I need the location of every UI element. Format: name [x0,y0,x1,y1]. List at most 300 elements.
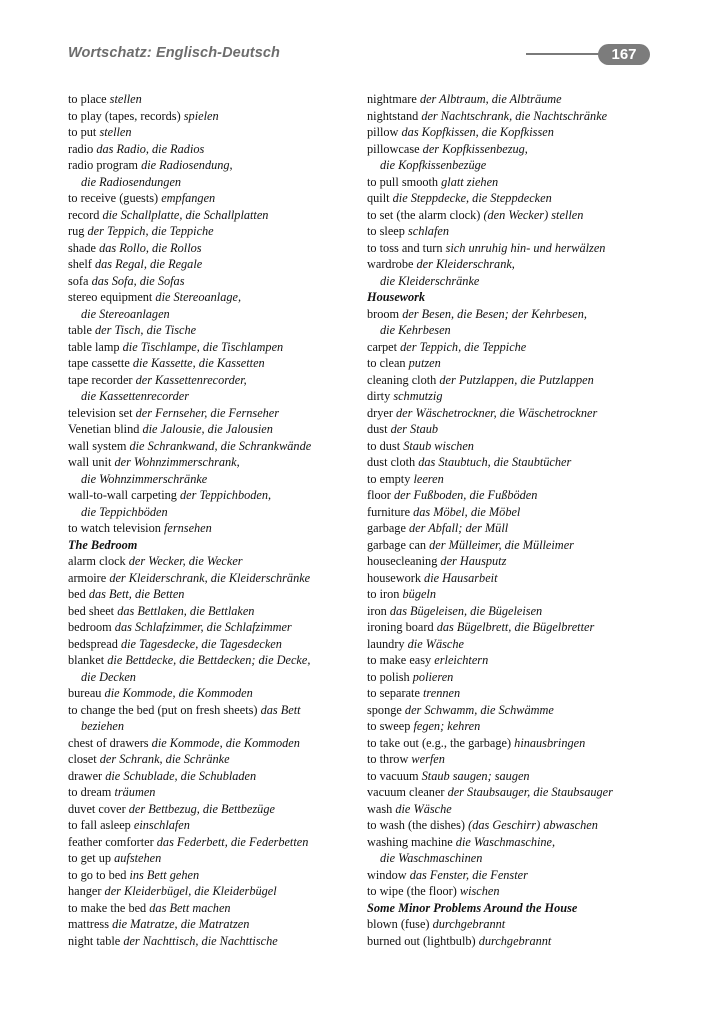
german-translation: die Kopfkissenbezüge [380,158,487,172]
vocabulary-entry [367,339,667,356]
german-translation: Staub saugen; saugen [421,768,530,783]
vocabulary-entry [68,586,358,603]
english-term: iron [367,603,387,618]
vocabulary-entry [68,652,358,669]
german-translation: die Tischlampe, die Tischlampen [122,339,284,354]
vocabulary-entry [367,867,667,884]
english-term: sponge [367,702,402,717]
english-term: to separate [367,686,420,700]
german-translation: die Jalousie, die Jalousien [142,422,273,436]
german-translation: die Radiosendungen [81,174,182,189]
vocabulary-entry [367,652,667,669]
english-term: to dust [367,438,401,453]
vocabulary-entry [68,141,358,158]
english-term: drawer [68,768,103,783]
vocabulary-entry [68,570,358,587]
german-translation: der Tisch, die Tische [94,323,197,337]
vocabulary-entry [367,504,667,521]
vocabulary-entry [367,718,667,735]
german-translation: die Kommode, die Kommoden [151,735,300,750]
vocabulary-entry [68,916,358,933]
english-term: wash [367,801,393,816]
vocabulary-entry [367,916,667,933]
english-term: bedroom [68,620,112,634]
vocabulary-entry [68,240,358,257]
vocabulary-entry [68,487,358,504]
german-translation: der Wohnzimmerschrank, [114,455,240,469]
german-translation: das Radio, die Radios [96,141,205,156]
german-translation: träumen [114,785,156,799]
german-translation: beziehen [81,719,125,733]
german-translation: die Kleiderschränke [380,273,480,288]
vocabulary-entry [367,405,667,422]
vocabulary-entry [367,685,667,702]
vocabulary-entry [68,883,358,900]
vocabulary-entry [68,207,358,224]
german-translation: die Radiosendung, [141,158,233,172]
german-translation: Staub wischen [403,438,474,453]
vocabulary-entry [367,355,667,372]
english-term: laundry [367,636,405,651]
german-translation: der Besen, die Besen; der Kehrbesen, [402,306,587,321]
german-translation: das Bettlaken, die Bettlaken [117,603,255,618]
english-term: to toss and turn [367,240,443,255]
vocabulary-entry [68,768,358,785]
vocabulary-entry [68,735,358,752]
german-translation: der Schrank, die Schränke [99,752,230,766]
english-term: to pull smooth [367,174,439,189]
english-term: to wash (the dishes) [367,818,466,832]
german-translation: stellen [99,125,132,139]
vocabulary-entry [367,669,667,686]
german-translation: empfangen [161,191,216,205]
german-translation: aufstehen [114,851,162,865]
german-translation: trennen [423,686,461,700]
english-term: table lamp [68,339,120,354]
german-translation: werfen [411,752,445,766]
vocabulary-entry [367,438,667,455]
german-translation: das Möbel, die Möbel [413,504,521,519]
german-translation: ins Bett gehen [129,867,200,882]
english-term: to watch television [68,521,161,535]
english-term: to change the bed (put on fresh sheets) [68,702,258,717]
entry-continuation [68,669,358,686]
vocabulary-entry [68,784,358,801]
english-term: feather comforter [68,834,154,849]
german-translation: schlafen [407,224,449,238]
english-term: to receive (guests) [68,191,159,205]
english-term: to play (tapes, records) [68,108,181,123]
english-term: radio [68,141,94,156]
german-translation: die Kehrbesen [380,323,451,337]
vocabulary-entry [68,553,358,570]
german-translation: der Putzlappen, die Putzlappen [439,372,594,387]
german-translation: der Staub [390,422,439,436]
section-heading: The Bedroom [68,537,138,552]
english-term: dryer [367,405,393,420]
english-term: wardrobe [367,257,414,271]
english-term: closet [68,752,97,766]
vocabulary-entry [68,900,358,917]
german-translation: die Matratze, die Matratzen [112,917,250,931]
german-translation: die Teppichböden [81,504,168,519]
english-term: hanger [68,884,102,898]
english-term: washing machine [367,834,453,849]
vocabulary-entry [367,586,667,603]
vocabulary-entry [367,141,667,158]
vocabulary-entry [68,124,358,141]
vocabulary-entry [367,883,667,900]
english-term: to sleep [367,224,405,238]
german-translation: die Tagesdecke, die Tagesdecken [120,636,282,651]
german-translation: putzen [408,356,441,370]
vocabulary-entry [68,438,358,455]
german-translation: das Fenster, die Fenster [409,867,528,882]
english-term: quilt [367,191,390,205]
vocabulary-entry [68,256,358,273]
vocabulary-entry [367,388,667,405]
vocabulary-entry [367,124,667,141]
german-translation: der Kleiderschrank, die Kleiderschränke [109,570,311,585]
vocabulary-entry [367,454,667,471]
vocabulary-entry [367,768,667,785]
vocabulary-entry [68,355,358,372]
english-term: bed sheet [68,603,115,618]
english-term: to empty [367,471,411,486]
english-term: to place [68,92,107,106]
german-translation: (das Geschirr) abwaschen [468,818,598,832]
german-translation: der Teppichboden, [180,488,272,502]
english-term: housework [367,570,421,585]
english-term: cleaning cloth [367,372,437,387]
english-term: blown (fuse) [367,917,430,931]
english-term: radio program [68,158,138,172]
german-translation: der Schwamm, die Schwämme [404,702,554,717]
vocabulary-entry [68,751,358,768]
english-term: record [68,207,100,222]
english-term: window [367,867,407,882]
german-translation: das Rollo, die Rollos [99,240,202,255]
german-translation: die Stereoanlagen [81,306,170,321]
vocabulary-entry [68,454,358,471]
english-term: duvet cover [68,801,126,816]
vocabulary-entry [68,850,358,867]
vocabulary-entry [367,471,667,488]
vocabulary-entry [68,520,358,537]
vocabulary-entry [367,751,667,768]
entry-continuation [367,850,667,867]
english-term: stereo equipment [68,290,153,304]
german-translation: der Wecker, die Wecker [128,554,243,568]
english-term: dust [367,422,388,436]
german-translation: die Bettdecke, die Bettdecken; die Decke, [107,653,311,667]
english-term: shade [68,240,96,255]
english-term: blanket [68,653,105,667]
german-translation: erleichtern [434,653,489,667]
german-translation: der Fußboden, die Fußböden [393,488,538,502]
german-translation: das Bett machen [149,900,231,915]
german-translation: leeren [413,471,444,486]
vocabulary-entry [68,702,358,719]
vocabulary-entry [367,240,667,257]
vocabulary-entry [68,619,358,636]
english-term: to make the bed [68,900,147,915]
german-translation: der Nachttisch, die Nachttische [123,933,278,948]
german-translation: der Hausputz [440,554,507,568]
german-translation: durchgebrannt [432,917,506,931]
vocabulary-entry [367,603,667,620]
german-translation: der Teppich, die Teppiche [400,339,527,354]
vocabulary-entry [68,636,358,653]
german-translation: der Albtraum, die Albträume [419,92,562,106]
german-translation: das Regal, die Regale [94,257,203,271]
german-translation: die Stereoanlage, [155,290,242,304]
vocabulary-entry [68,289,358,306]
german-translation: der Wäschetrockner, die Wäschetrockner [396,405,598,420]
english-term: bedspread [68,636,118,651]
english-term: armoire [68,570,107,585]
english-term: carpet [367,339,398,354]
vocabulary-entry [367,553,667,570]
english-term: dust cloth [367,455,416,469]
english-term: to put [68,125,97,139]
page-header-title: Wortschatz: Englisch-Deutsch [68,45,281,61]
german-translation: der Kopfkissenbezug, [422,141,528,156]
english-term: table [68,323,92,337]
entry-continuation [68,306,358,323]
german-translation: der Nachtschrank, die Nachtschränke [421,108,608,123]
vocabulary-entry [367,570,667,587]
english-term: sofa [68,273,89,288]
german-translation: schmutzig [393,389,443,403]
vocabulary-entry [68,603,358,620]
vocabulary-entry [367,834,667,851]
english-term: wall system [68,438,127,453]
english-term: to sweep [367,719,411,733]
english-term: pillowcase [367,141,420,156]
vocabulary-entry [367,619,667,636]
english-term: housecleaning [367,554,438,568]
english-term: to throw [367,752,409,766]
english-term: to clean [367,356,406,370]
vocabulary-entry [68,190,358,207]
vocabulary-entry [367,174,667,191]
german-translation: die Kassette, die Kassetten [132,356,265,370]
german-translation: die Schallplatte, die Schallplatten [102,207,269,222]
german-translation: (den Wecker) stellen [483,207,584,222]
vocabulary-entry [367,537,667,554]
english-term: to set (the alarm clock) [367,207,481,222]
entry-continuation [367,322,667,339]
entry-continuation [68,174,358,191]
german-translation: hinausbringen [514,735,586,750]
vocabulary-entry [68,933,358,950]
vocabulary-entry [68,223,358,240]
entry-continuation [367,273,667,290]
entry-continuation [68,718,358,735]
english-term: burned out (lightbulb) [367,933,476,948]
vocabulary-entry [367,801,667,818]
german-translation: die Waschmaschine, [455,834,556,849]
entry-continuation [68,471,358,488]
german-translation: spielen [183,108,219,123]
german-translation: bügeln [402,587,436,601]
german-translation: durchgebrannt [478,933,552,948]
german-translation: der Fernseher, die Fernseher [135,405,280,420]
vocabulary-entry [68,867,358,884]
english-term: alarm clock [68,554,126,568]
english-term: garbage [367,521,406,535]
english-term: ironing board [367,620,434,634]
english-term: rug [68,224,85,238]
english-term: night table [68,933,121,948]
german-translation: das Bügelbrett, die Bügelbretter [436,620,595,634]
english-term: nightstand [367,108,419,123]
vocabulary-entry [367,306,667,323]
vocabulary-entry [367,91,667,108]
english-term: wall-to-wall carpeting [68,488,177,502]
section-heading: Some Minor Problems Around the House [367,900,578,915]
vocabulary-column-left [68,91,358,949]
vocabulary-entry [68,372,358,389]
vocabulary-entry [68,405,358,422]
german-translation: fernsehen [163,521,212,535]
german-translation: das Federbett, die Federbetten [156,834,309,849]
vocabulary-entry [68,157,358,174]
vocabulary-entry [68,421,358,438]
german-translation: der Abfall; der Müll [409,521,509,535]
page-number-badge: 167 [598,44,650,65]
english-term: chest of drawers [68,735,149,750]
vocabulary-entry [367,108,667,125]
german-translation: die Wohnzimmerschränke [81,471,208,486]
vocabulary-entry [68,685,358,702]
german-translation: der Kleiderschrank, [416,257,515,271]
english-term: nightmare [367,92,417,106]
vocabulary-entry [68,817,358,834]
german-translation: das Staubtuch, die Staubtücher [418,455,572,469]
german-translation: der Mülleimer, die Mülleimer [429,537,574,552]
german-translation: die Steppdecke, die Steppdecken [392,191,552,205]
vocabulary-entry [68,322,358,339]
english-term: to iron [367,587,400,601]
vocabulary-entry [367,223,667,240]
german-translation: stellen [109,92,142,106]
german-translation: die Wäsche [395,801,452,816]
german-translation: glatt ziehen [441,174,499,189]
vocabulary-entry [68,834,358,851]
english-term: shelf [68,257,92,271]
german-translation: die Waschmaschinen [380,851,483,865]
german-translation: einschlafen [133,818,190,832]
german-translation: wischen [459,884,500,898]
vocabulary-entry [367,636,667,653]
vocabulary-entry [367,372,667,389]
english-term: to go to bed [68,867,127,882]
vocabulary-entry [367,487,667,504]
english-term: to dream [68,785,112,799]
english-term: tape cassette [68,356,130,370]
english-term: television set [68,405,133,420]
english-term: furniture [367,504,411,519]
english-term: dirty [367,389,391,403]
vocabulary-entry [367,207,667,224]
english-term: bed [68,587,86,601]
german-translation: fegen; kehren [413,719,481,733]
german-translation: der Kleiderbügel, die Kleiderbügel [104,884,277,898]
vocabulary-entry [68,339,358,356]
english-term: pillow [367,125,399,139]
english-term: to wipe (the floor) [367,884,457,898]
english-term: to get up [68,851,112,865]
german-translation: der Bettbezug, die Bettbezüge [128,801,275,816]
english-term: to take out (e.g., the garbage) [367,735,512,750]
entry-continuation [68,504,358,521]
german-translation: die Schrankwand, die Schrankwände [129,438,312,453]
german-translation: sich unruhig hin- und herwälzen [445,240,606,255]
german-translation: polieren [412,669,454,684]
vocabulary-entry [367,520,667,537]
vocabulary-entry [367,256,667,273]
vocabulary-entry [367,933,667,950]
german-translation: das Bügeleisen, die Bügeleisen [389,603,543,618]
english-term: garbage can [367,537,427,552]
english-term: Venetian blind [68,422,140,436]
header-rule [526,53,604,55]
vocabulary-entry [367,702,667,719]
german-translation: das Sofa, die Sofas [91,273,185,288]
vocabulary-entry [68,801,358,818]
english-term: to vacuum [367,768,419,783]
english-term: floor [367,488,391,502]
german-translation: die Decken [81,669,136,684]
vocabulary-entry [367,735,667,752]
german-translation: der Kassettenrecorder, [135,372,247,387]
english-term: to polish [367,669,410,684]
english-term: mattress [68,917,109,931]
vocabulary-entry [68,273,358,290]
english-term: to make easy [367,653,432,667]
german-translation: die Wäsche [407,636,464,651]
vocabulary-entry [68,91,358,108]
german-translation: das Schlafzimmer, die Schlafzimmer [114,620,292,634]
vocabulary-column-right [367,91,667,949]
english-term: to fall asleep [68,818,131,832]
english-term: vacuum cleaner [367,785,445,799]
german-translation: der Teppich, die Teppiche [87,224,214,238]
vocabulary-entry [367,784,667,801]
german-translation: das Bett [260,702,301,717]
german-translation: das Kopfkissen, die Kopfkissen [401,125,554,139]
entry-continuation [367,157,667,174]
english-term: tape recorder [68,372,133,387]
english-term: broom [367,306,400,321]
vocabulary-entry [367,190,667,207]
german-translation: die Schublade, die Schubladen [105,768,257,783]
vocabulary-entry [367,817,667,834]
german-translation: die Hausarbeit [424,570,498,585]
german-translation: das Bett, die Betten [88,587,185,601]
english-term: bureau [68,686,102,700]
german-translation: die Kommode, die Kommoden [104,686,253,700]
german-translation: die Kassettenrecorder [81,389,190,403]
german-translation: der Staubsauger, die Staubsauger [447,785,613,799]
english-term: wall unit [68,455,112,469]
vocabulary-entry [367,421,667,438]
entry-continuation [68,388,358,405]
vocabulary-entry [68,108,358,125]
section-heading: Housework [367,290,426,304]
